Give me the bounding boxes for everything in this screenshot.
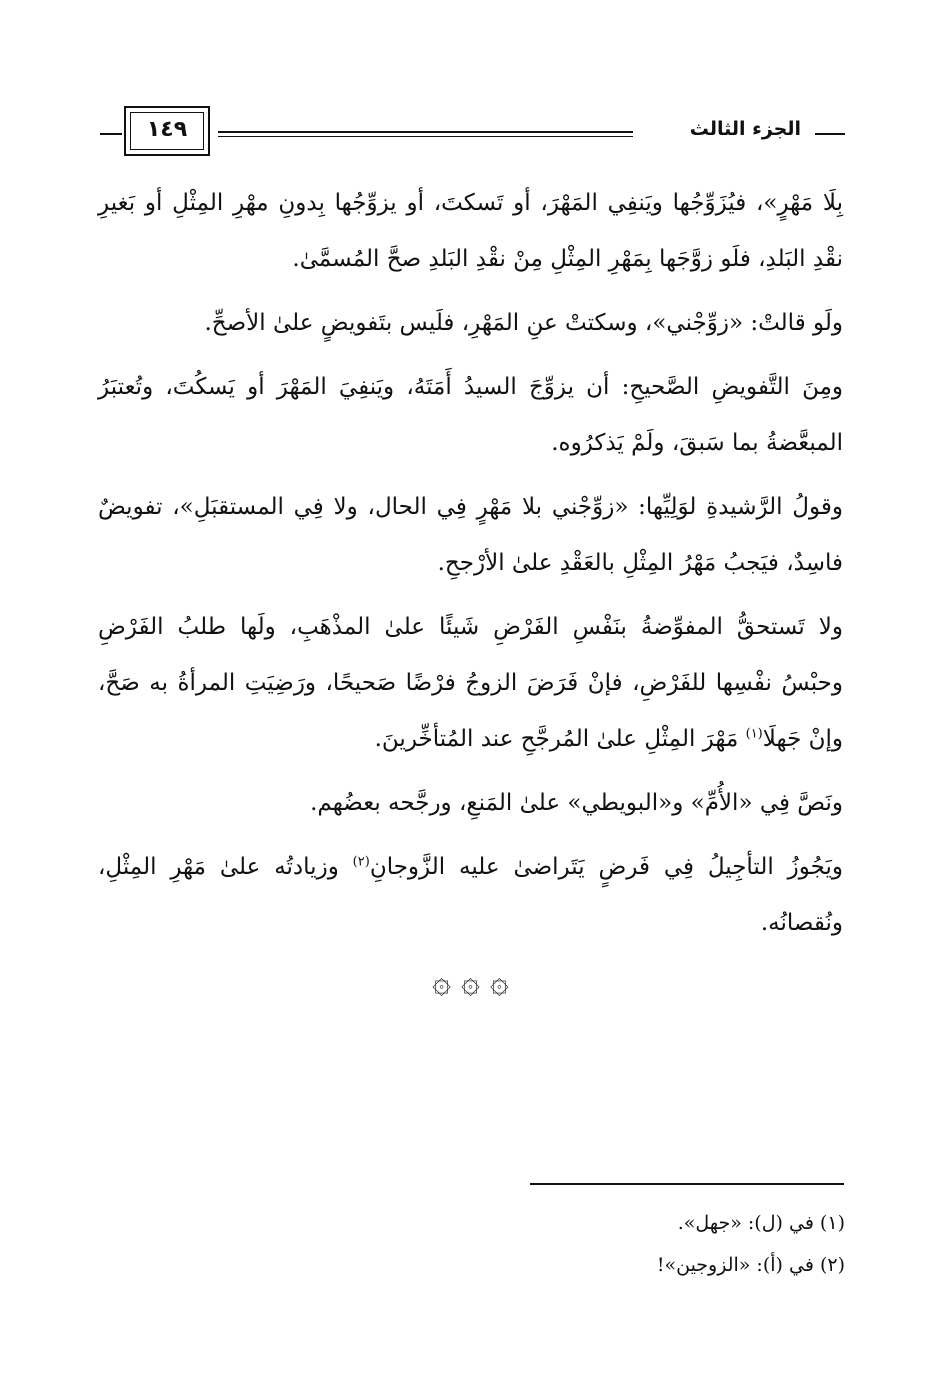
volume-title: الجزء الثالث [689, 118, 801, 140]
footnote-separator [530, 1183, 844, 1185]
main-text [98, 175, 843, 959]
header-rule [218, 131, 633, 137]
footnotes [245, 1202, 845, 1286]
paragraph: بِلَا مَهْرٍ»، فيُزَوِّجُها ويَنفِي المَهْرَ، أو تَسكتَ، أو يزوِّجُها بِدونِ مهْرِ المِثْلِ أو بَغيرِ نقْدِ البَلدِ، فلَو زوَّجَها بِمَهْرِ المِثْلِ مِنْ نقْدِ البَلدِ صحَّ المُسمَّىٰ. [98, 190, 843, 272]
paragraph-text: مَهْرَ المِثْلِ علىٰ المُرجَّحِ عند المُتأخِّرينَ. [374, 726, 746, 752]
paragraph-text: وزيادتُه علىٰ مَهْرِ المِثْلِ، ونُقصانُه. [98, 854, 843, 936]
paragraph-text: ولا تَستحقُّ المفوِّضةُ بنَفْسِ الفَرْضِ شَيئًا علىٰ المذْهَبِ، ولَها طلبُ الفَرْضِ وحبْسُ نفْسِها للفَرْضِ، فإنْ فَرَضَ الزوجُ فرْضًا صَحيحًا، ورَضِيَتِ المرأةُ به صَحَّ، وإنْ جَهلَا [98, 614, 843, 752]
paragraph: ولَو قالتْ: «زوِّجْني»، وسكتتْ عنِ المَهْرِ، فلَيس بتَفويضٍ علىٰ الأصحِّ. [204, 310, 843, 336]
footnote: (١) في (ل): «جهل». [677, 1212, 845, 1234]
paragraph [98, 599, 843, 767]
page-number-box [124, 106, 210, 156]
footnote-marker: (٢) [352, 854, 370, 870]
paragraph: وقولُ الرَّشيدةِ لوَلِيِّها: «زوِّجْني بلا مَهْرٍ فِي الحال، ولا فِي المستقبَلِ»، تفويضٌ فاسِدٌ، فيَجبُ مَهْرُ المِثْلِ بالعَقْدِ علىٰ الأرْجحِ. [98, 494, 843, 576]
paragraph-text: ويَجُوزُ التأجِيلُ فِي فَرضٍ يَتَراضىٰ عليه الزَّوجانِ [369, 854, 843, 880]
footnote: (٢) في (أ): «الزوجين»! [656, 1254, 845, 1276]
paragraph [98, 839, 843, 951]
header-dash-right [815, 133, 845, 135]
page-number: ١٤٩ [146, 117, 188, 142]
footnote-marker: (١) [745, 726, 763, 742]
page-header [100, 104, 845, 162]
header-dash-left [100, 133, 122, 135]
paragraph: ومِنَ التَّفويضِ الصَّحيحِ: أن يزوِّجَ السيدُ أَمَتَهُ، ويَنفِيَ المَهْرَ أو يَسكُتَ، وتُعتبَرُ المبعَّضةُ بما سَبقَ، ولَمْ يَذكرُوه. [98, 374, 843, 456]
paragraph: ونَصَّ فِي «الأُمِّ» و«البويطي» علىٰ المَنعِ، ورجَّحه بعضُهم. [310, 790, 843, 816]
section-ornament: ۞ ۞ ۞ [432, 962, 509, 1000]
